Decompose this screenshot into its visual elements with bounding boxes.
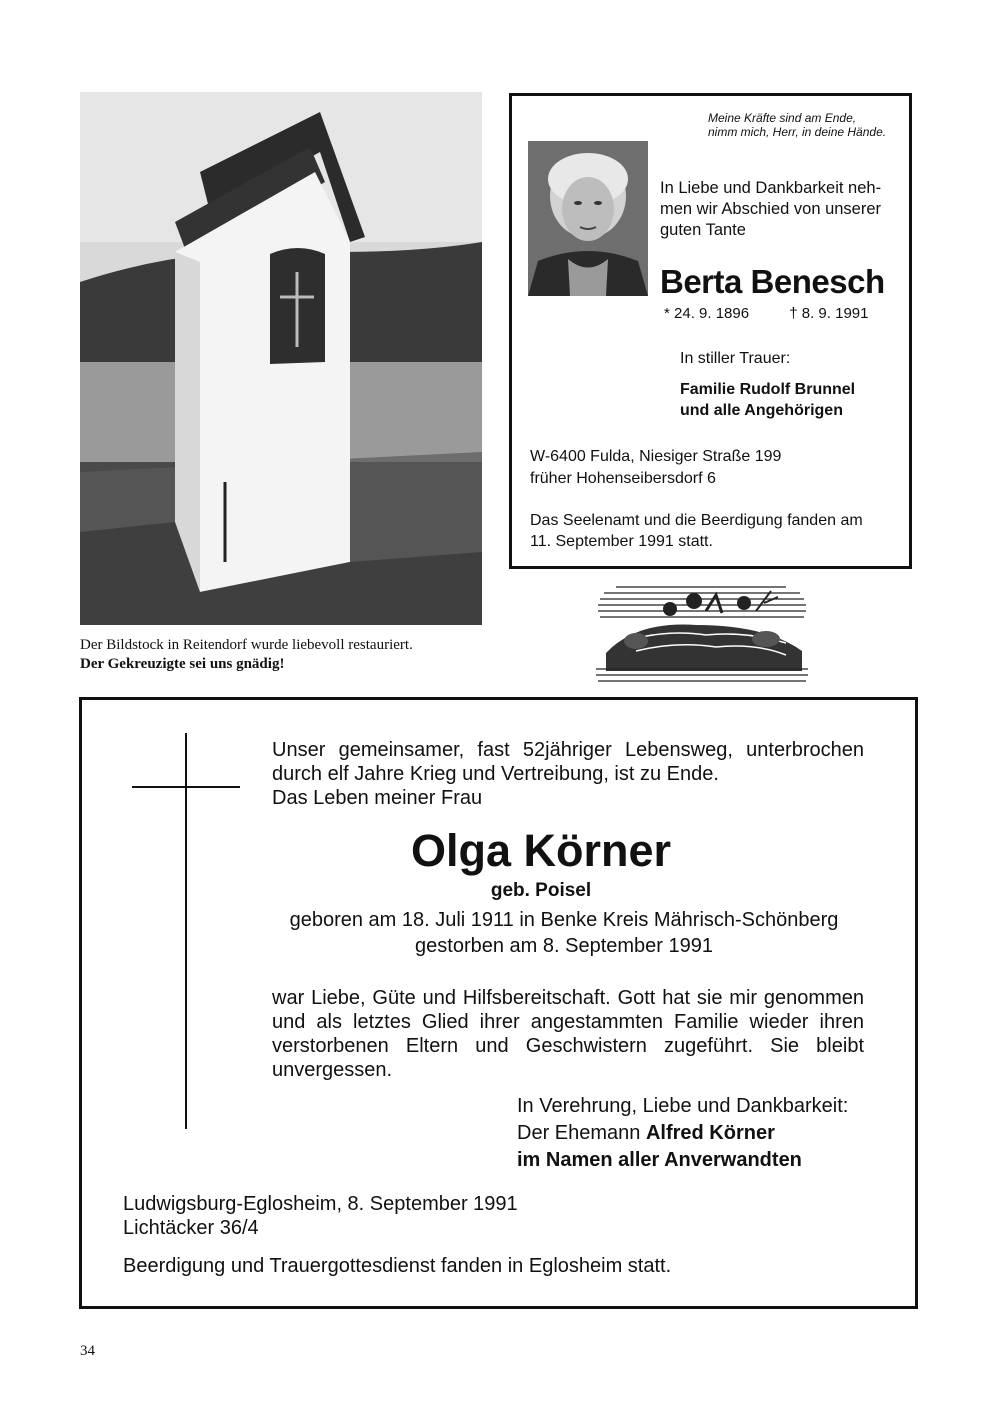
birth-date: * 24. 9. 1896 xyxy=(664,305,750,322)
photo-caption-line: Der Bildstock in Reitendorf wurde liebevoll restauriert. xyxy=(80,637,413,653)
olga-signature xyxy=(517,1093,848,1174)
address-line: früher Hohenseibersdorf 6 xyxy=(530,470,716,487)
olga-tribute-text: war Liebe, Güte und Hilfsbereitschaft. Gott hat sie mir genommen und als letztes Glied ihrer angestammten Familie wieder ihren verstorbenen Eltern und Geschwistern zugeführt. Sie bleibt unvergessen. xyxy=(272,987,864,1081)
death-date: † 8. 9. 1991 xyxy=(789,305,869,322)
olga-intro xyxy=(272,738,864,810)
intro-line: In Liebe und Dankbarkeit neh- xyxy=(660,179,882,197)
wayside-shrine-photo xyxy=(80,92,482,625)
place-line: Lichtäcker 36/4 xyxy=(123,1217,259,1239)
sign-line-husband xyxy=(517,1120,848,1147)
berta-portrait-photo xyxy=(528,141,648,296)
place-line: Ludwigsburg-Eglosheim, 8. September 1991 xyxy=(123,1193,518,1215)
intro-line: guten Tante xyxy=(660,221,746,239)
motto-line: nimm mich, Herr, in deine Hände. xyxy=(708,125,887,139)
intro-line: Unser gemeinsamer, fast 52jähriger Lebensweg, unterbrochen xyxy=(272,739,864,761)
cross-icon xyxy=(132,733,240,1129)
intro-line: durch elf Jahre Krieg und Vertreibung, ist zu Ende. xyxy=(272,763,719,785)
mourning-label: In stiller Trauer: xyxy=(680,350,791,367)
born-line: geboren am 18. Juli 1911 in Benke Kreis Mährisch-Schönberg xyxy=(289,909,839,931)
photo-caption xyxy=(80,636,500,674)
berta-intro xyxy=(660,178,905,241)
intro-line: men wir Abschied von unserer xyxy=(660,200,882,218)
page-number: 34 xyxy=(80,1343,95,1359)
olga-maiden-name: geb. Poisel xyxy=(490,880,592,901)
olga-name: Olga Körner xyxy=(410,825,672,876)
berta-address xyxy=(530,446,781,490)
berta-motto xyxy=(708,111,898,139)
intro-line: Das Leben meiner Frau xyxy=(272,787,483,809)
berta-funeral-notice xyxy=(530,510,900,552)
olga-dates xyxy=(255,907,873,959)
berta-family xyxy=(680,379,855,421)
grave-illustration xyxy=(596,581,808,685)
berta-dates xyxy=(664,305,868,322)
died-line: gestorben am 8. September 1991 xyxy=(415,935,713,957)
olga-service-notice: Beerdigung und Trauergottesdienst fanden in Eglosheim statt. xyxy=(123,1255,672,1277)
husband-name: Alfred Körner xyxy=(645,1122,775,1144)
family-line: und alle Angehörigen xyxy=(680,402,843,419)
funeral-line: 11. September 1991 statt. xyxy=(530,533,713,550)
photo-caption-bold: Der Gekreuzigte sei uns gnädig! xyxy=(80,656,285,672)
sign-line: im Namen aller Anverwandten xyxy=(517,1149,802,1171)
sign-prefix: Der Ehemann xyxy=(517,1122,641,1144)
address-line: W-6400 Fulda, Niesiger Straße 199 xyxy=(530,448,782,465)
olga-place-date xyxy=(123,1192,518,1240)
berta-name: Berta Benesch xyxy=(660,263,885,300)
motto-line: Meine Kräfte sind am Ende, xyxy=(708,111,857,125)
funeral-line: Das Seelenamt und die Beerdigung fanden am xyxy=(530,512,863,529)
family-line: Familie Rudolf Brunnel xyxy=(680,381,856,398)
sign-line: In Verehrung, Liebe und Dankbarkeit: xyxy=(517,1095,849,1117)
